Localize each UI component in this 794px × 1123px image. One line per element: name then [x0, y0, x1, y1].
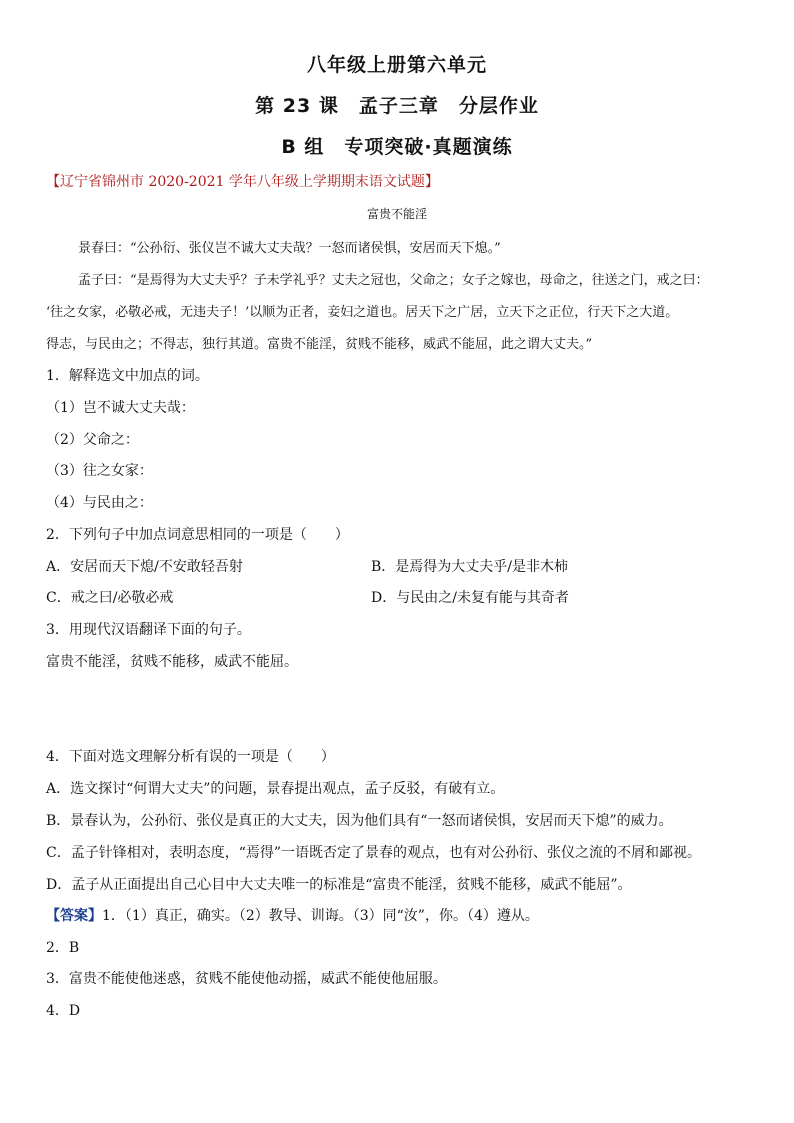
q2-option-d: D．与民由之/未复有能与其奇者 — [371, 590, 569, 606]
lesson-title: 第 23 课 孟子三章 分层作业 — [255, 95, 539, 117]
q4-option-b: B．景春认为，公孙衍、张仪是真正的大丈夫，因为他们具有“一怒而诸侯惧，安居而天下熄”的威力。 — [46, 813, 673, 829]
q1-stem: 1．解释选文中加点的词。 — [46, 368, 209, 384]
q4-option-a: A．选文探讨“何谓大丈夫”的问题，景春提出观点，孟子反驳，有破有立。 — [46, 781, 505, 797]
q2-option-b: B．是焉得为大丈夫乎/是非木柿 — [371, 559, 569, 575]
q2-option-a: A．安居而天下熄/不安敢轻吾射 — [46, 559, 243, 575]
q3-stem: 3．用现代汉语翻译下面的句子。 — [46, 622, 251, 638]
passage-line-3: ‘往之女家，必敬必戒，无违夫子！’以顺为正者，妾妇之道也。居天下之广居，立天下之正位，行天下之大道。 — [46, 305, 679, 320]
group-title: B 组 专项突破·真题演练 — [281, 136, 513, 158]
unit-title: 八年级上册第六单元 — [306, 54, 487, 76]
q2-option-c: C．戒之曰/必敬必戒 — [46, 590, 174, 606]
answer-label: 【答案】 — [46, 908, 102, 924]
q2-stem: 2．下列句子中加点词意思相同的一项是（ ） — [46, 527, 349, 543]
answer-2: 2．B — [46, 940, 80, 956]
q1-item-3: （3）往之女家： — [46, 463, 153, 479]
passage-title: 富贵不能淫 — [366, 207, 427, 221]
answer-1: 1．（1）真正，确实。（2）教导、训诲。（3）同“汝”，你。（4）遵从。 — [102, 908, 539, 924]
passage-line-1: 景春曰：“公孙衍、张仪岂不诚大丈夫哉？一怒而诸侯惧，安居而天下熄。” — [78, 241, 501, 256]
q1-item-2: （2）父命之： — [46, 432, 139, 448]
q1-item-1: （1）岂不诚大丈夫哉： — [46, 400, 195, 416]
passage-line-2: 孟子曰：“是焉得为大丈夫乎？子未学礼乎？丈夫之冠也，父命之；女子之嫁也，母命之，往送之门，戒之曰： — [78, 273, 709, 288]
q4-option-c: C．孟子针锋相对，表明态度，“焉得”一语既否定了景春的观点，也有对公孙衍、张仪之流的不屑和鄙视。 — [46, 845, 702, 861]
q1-item-4: （4）与民由之： — [46, 495, 153, 511]
answer-line-1 — [46, 905, 539, 925]
source-citation: 【辽宁省锦州市 2020-2021 学年八年级上学期期末语文试题】 — [46, 174, 439, 190]
passage-line-4: 得志，与民由之；不得志，独行其道。富贵不能淫，贫贱不能移，威武不能屈，此之谓大丈夫。” — [46, 337, 593, 352]
answer-3: 3．富贵不能使他迷惑，贫贱不能使他动摇，威武不能使他屈服。 — [46, 971, 447, 987]
answer-4: 4．D — [46, 1003, 81, 1019]
q4-option-d: D．孟子从正面提出自己心目中大丈夫唯一的标准是“富贵不能淫，贫贱不能移，威武不能屈”。 — [46, 877, 632, 893]
q3-sentence: 富贵不能淫，贫贱不能移，威武不能屈。 — [46, 654, 298, 670]
q4-stem: 4．下面对选文理解分析有误的一项是（ ） — [46, 749, 335, 765]
